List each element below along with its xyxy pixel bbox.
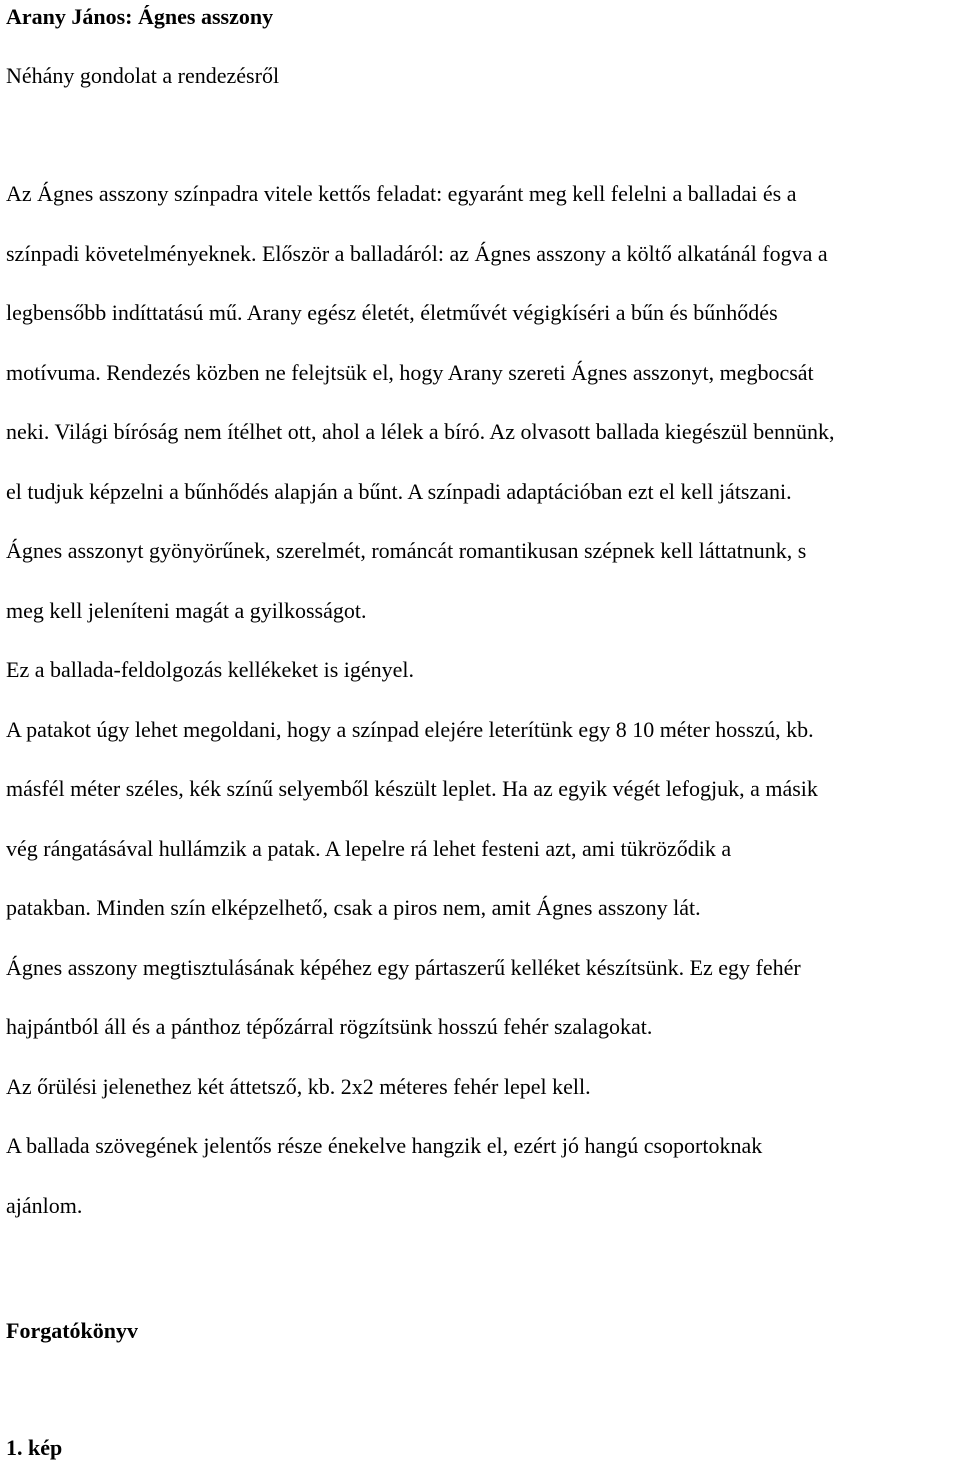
section-heading: Forgatókönyv <box>6 1318 138 1343</box>
document-title: Arany János: Ágnes asszony <box>6 4 274 29</box>
body-line: Az őrülési jelenethez két áttetsző, kb. 2x2 méteres fehér lepel kell. <box>6 1073 591 1099</box>
body-line: hajpántból áll és a pánthoz tépőzárral rögzítsünk hosszú fehér szalagokat. <box>6 1014 653 1039</box>
body-line: vég rángatásával hullámzik a patak. A lepelre rá lehet festeni azt, ami tükröződik a <box>6 835 732 861</box>
body-line: patakban. Minden szín elképzelhető, csak a piros nem, amit Ágnes asszony lát. <box>6 895 701 920</box>
document-subtitle: Néhány gondolat a rendezésről <box>6 63 280 88</box>
body-text <box>6 179 956 1250</box>
body-line: meg kell jeleníteni magát a gyilkosságot. <box>6 597 367 623</box>
body-line: Ágnes asszonyt gyönyörűnek, szerelmét, románcát romantikusan szépnek kell láttatnunk, s <box>6 538 807 563</box>
body-line: A patakot úgy lehet megoldani, hogy a színpad elejére leterítünk egy 8 10 méter hosszú, kb. <box>6 716 814 742</box>
body-line: motívuma. Rendezés közben ne felejtsük el, hogy Arany szereti Ágnes asszonyt, megbocsát <box>6 359 814 385</box>
body-line: Ez a ballada-feldolgozás kellékeket is igényel. <box>6 657 415 682</box>
body-line: legbensőbb indíttatású mű. Arany egész életét, életművét végigkíséri a bűn és bűnhődés <box>6 300 778 325</box>
body-line: Az Ágnes asszony színpadra vitele kettős feladat: egyaránt meg kell felelni a balladai és a <box>6 181 797 206</box>
body-line: A ballada szövegének jelentős része énekelve hangzik el, ezért jó hangú csoportoknak <box>6 1133 763 1158</box>
body-line: színpadi követelményeknek. Először a balladáról: az Ágnes asszony a költő alkatánál fogva a <box>6 240 828 266</box>
body-line: Ágnes asszony megtisztulásának képéhez egy pártaszerű kelléket készítsünk. Ez egy fehér <box>6 954 801 980</box>
body-line: neki. Világi bíróság nem ítélhet ott, ahol a lélek a bíró. Az olvasott ballada kiegészül bennünk, <box>6 419 835 444</box>
body-line: ajánlom. <box>6 1192 83 1218</box>
scene-heading: 1. kép <box>6 1435 63 1460</box>
body-line: el tudjuk képzelni a bűnhődés alapján a bűnt. A színpadi adaptációban ezt el kell játszani. <box>6 478 792 504</box>
body-line: másfél méter széles, kék színű selyemből készült leplet. Ha az egyik végét lefogjuk, a másik <box>6 776 818 801</box>
